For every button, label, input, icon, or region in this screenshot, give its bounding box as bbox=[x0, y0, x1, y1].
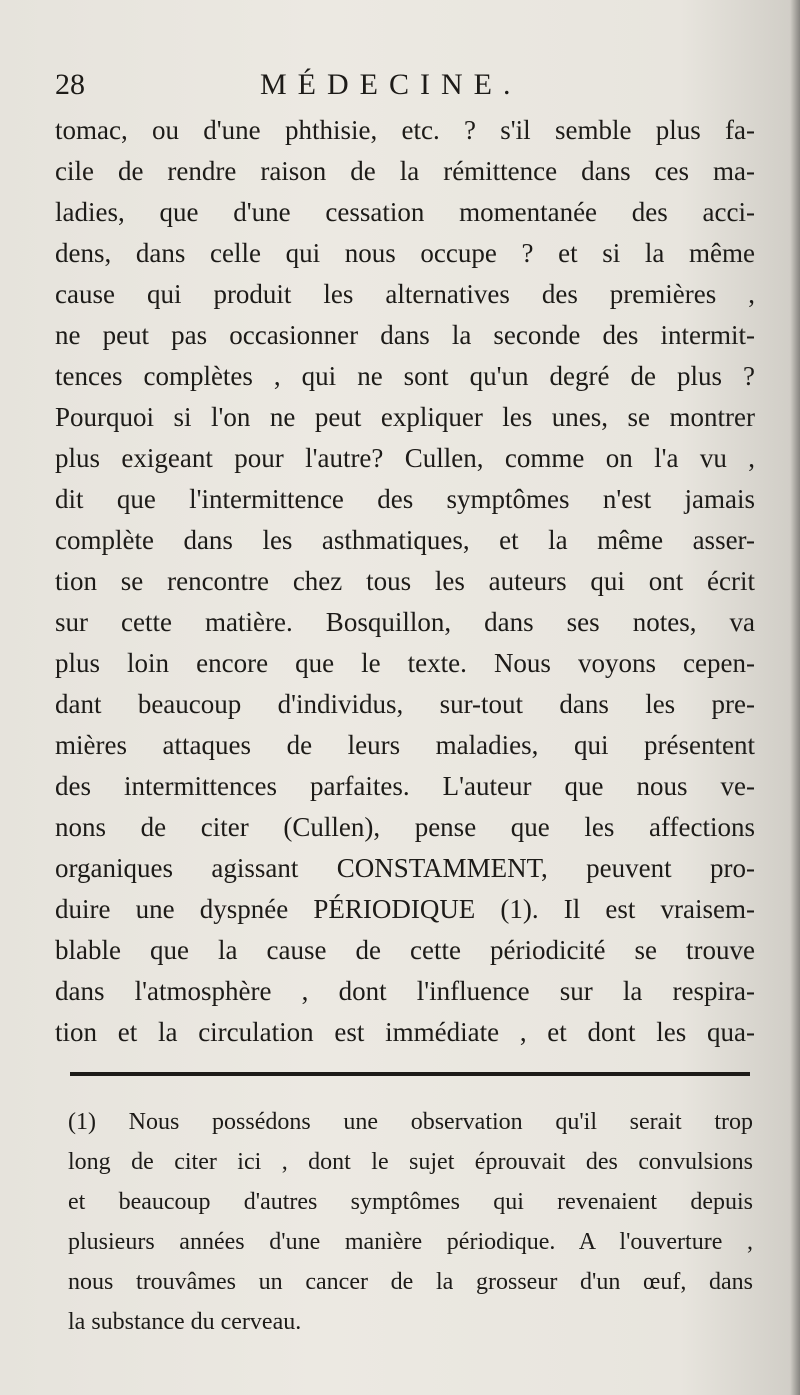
text-line: tomac, ou d'une phthisie, etc. ? s'il semble plus fa- bbox=[55, 115, 755, 145]
footnote-line: (1) Nous possédons une observation qu'il serait trop bbox=[68, 1109, 753, 1135]
text-line: tion et la circulation est immédiate , et dont les qua- bbox=[55, 1017, 755, 1047]
page-header bbox=[55, 62, 755, 110]
page-edge-shadow bbox=[790, 0, 800, 1395]
footnote-line: et beaucoup d'autres symptômes qui revenaient depuis bbox=[68, 1189, 753, 1215]
footnote-line: la substance du cerveau. bbox=[68, 1309, 302, 1335]
page-number: 28 bbox=[55, 68, 85, 101]
text-line: duire une dyspnée PÉRIODIQUE (1). Il est vraisem- bbox=[55, 894, 755, 924]
text-line: dans l'atmosphère , dont l'influence sur la respira- bbox=[55, 976, 755, 1006]
text-line: cile de rendre raison de la rémittence dans ces ma- bbox=[55, 156, 755, 186]
text-line: cause qui produit les alternatives des premières , bbox=[55, 279, 755, 309]
text-line: plus exigeant pour l'autre? Cullen, comme on l'a vu , bbox=[55, 443, 755, 473]
text-line: ladies, que d'une cessation momentanée des acci- bbox=[55, 197, 755, 227]
text-line: nons de citer (Cullen), pense que les affections bbox=[55, 812, 755, 842]
text-line: tences complètes , qui ne sont qu'un degré de plus ? bbox=[55, 361, 755, 391]
footnote-divider bbox=[70, 1072, 750, 1076]
footnote-line: nous trouvâmes un cancer de la grosseur d'un œuf, dans bbox=[68, 1269, 753, 1295]
text-line: complète dans les asthmatiques, et la même asser- bbox=[55, 525, 755, 555]
text-line: plus loin encore que le texte. Nous voyons cepen- bbox=[55, 648, 755, 678]
text-line: dit que l'intermittence des symptômes n'est jamais bbox=[55, 484, 755, 514]
text-line: des intermittences parfaites. L'auteur que nous ve- bbox=[55, 771, 755, 801]
text-line: sur cette matière. Bosquillon, dans ses notes, va bbox=[55, 607, 755, 637]
text-line: blable que la cause de cette périodicité se trouve bbox=[55, 935, 755, 965]
text-line: Pourquoi si l'on ne peut expliquer les unes, se montrer bbox=[55, 402, 755, 432]
text-line: ne peut pas occasionner dans la seconde des intermit- bbox=[55, 320, 755, 350]
text-line: dens, dans celle qui nous occupe ? et si la même bbox=[55, 238, 755, 268]
text-line: mières attaques de leurs maladies, qui présentent bbox=[55, 730, 755, 760]
text-line: dant beaucoup d'individus, sur-tout dans les pre- bbox=[55, 689, 755, 719]
footnote-line: plusieurs années d'une manière périodique. A l'ouverture , bbox=[68, 1229, 753, 1255]
footnote bbox=[68, 1102, 753, 1342]
text-line: organiques agissant CONSTAMMENT, peuvent pro- bbox=[55, 853, 755, 883]
running-head: MÉDECINE. bbox=[260, 68, 522, 101]
body-text bbox=[55, 110, 755, 1053]
text-line: tion se rencontre chez tous les auteurs qui ont écrit bbox=[55, 566, 755, 596]
footnote-line: long de citer ici , dont le sujet éprouvait des convulsions bbox=[68, 1149, 753, 1175]
